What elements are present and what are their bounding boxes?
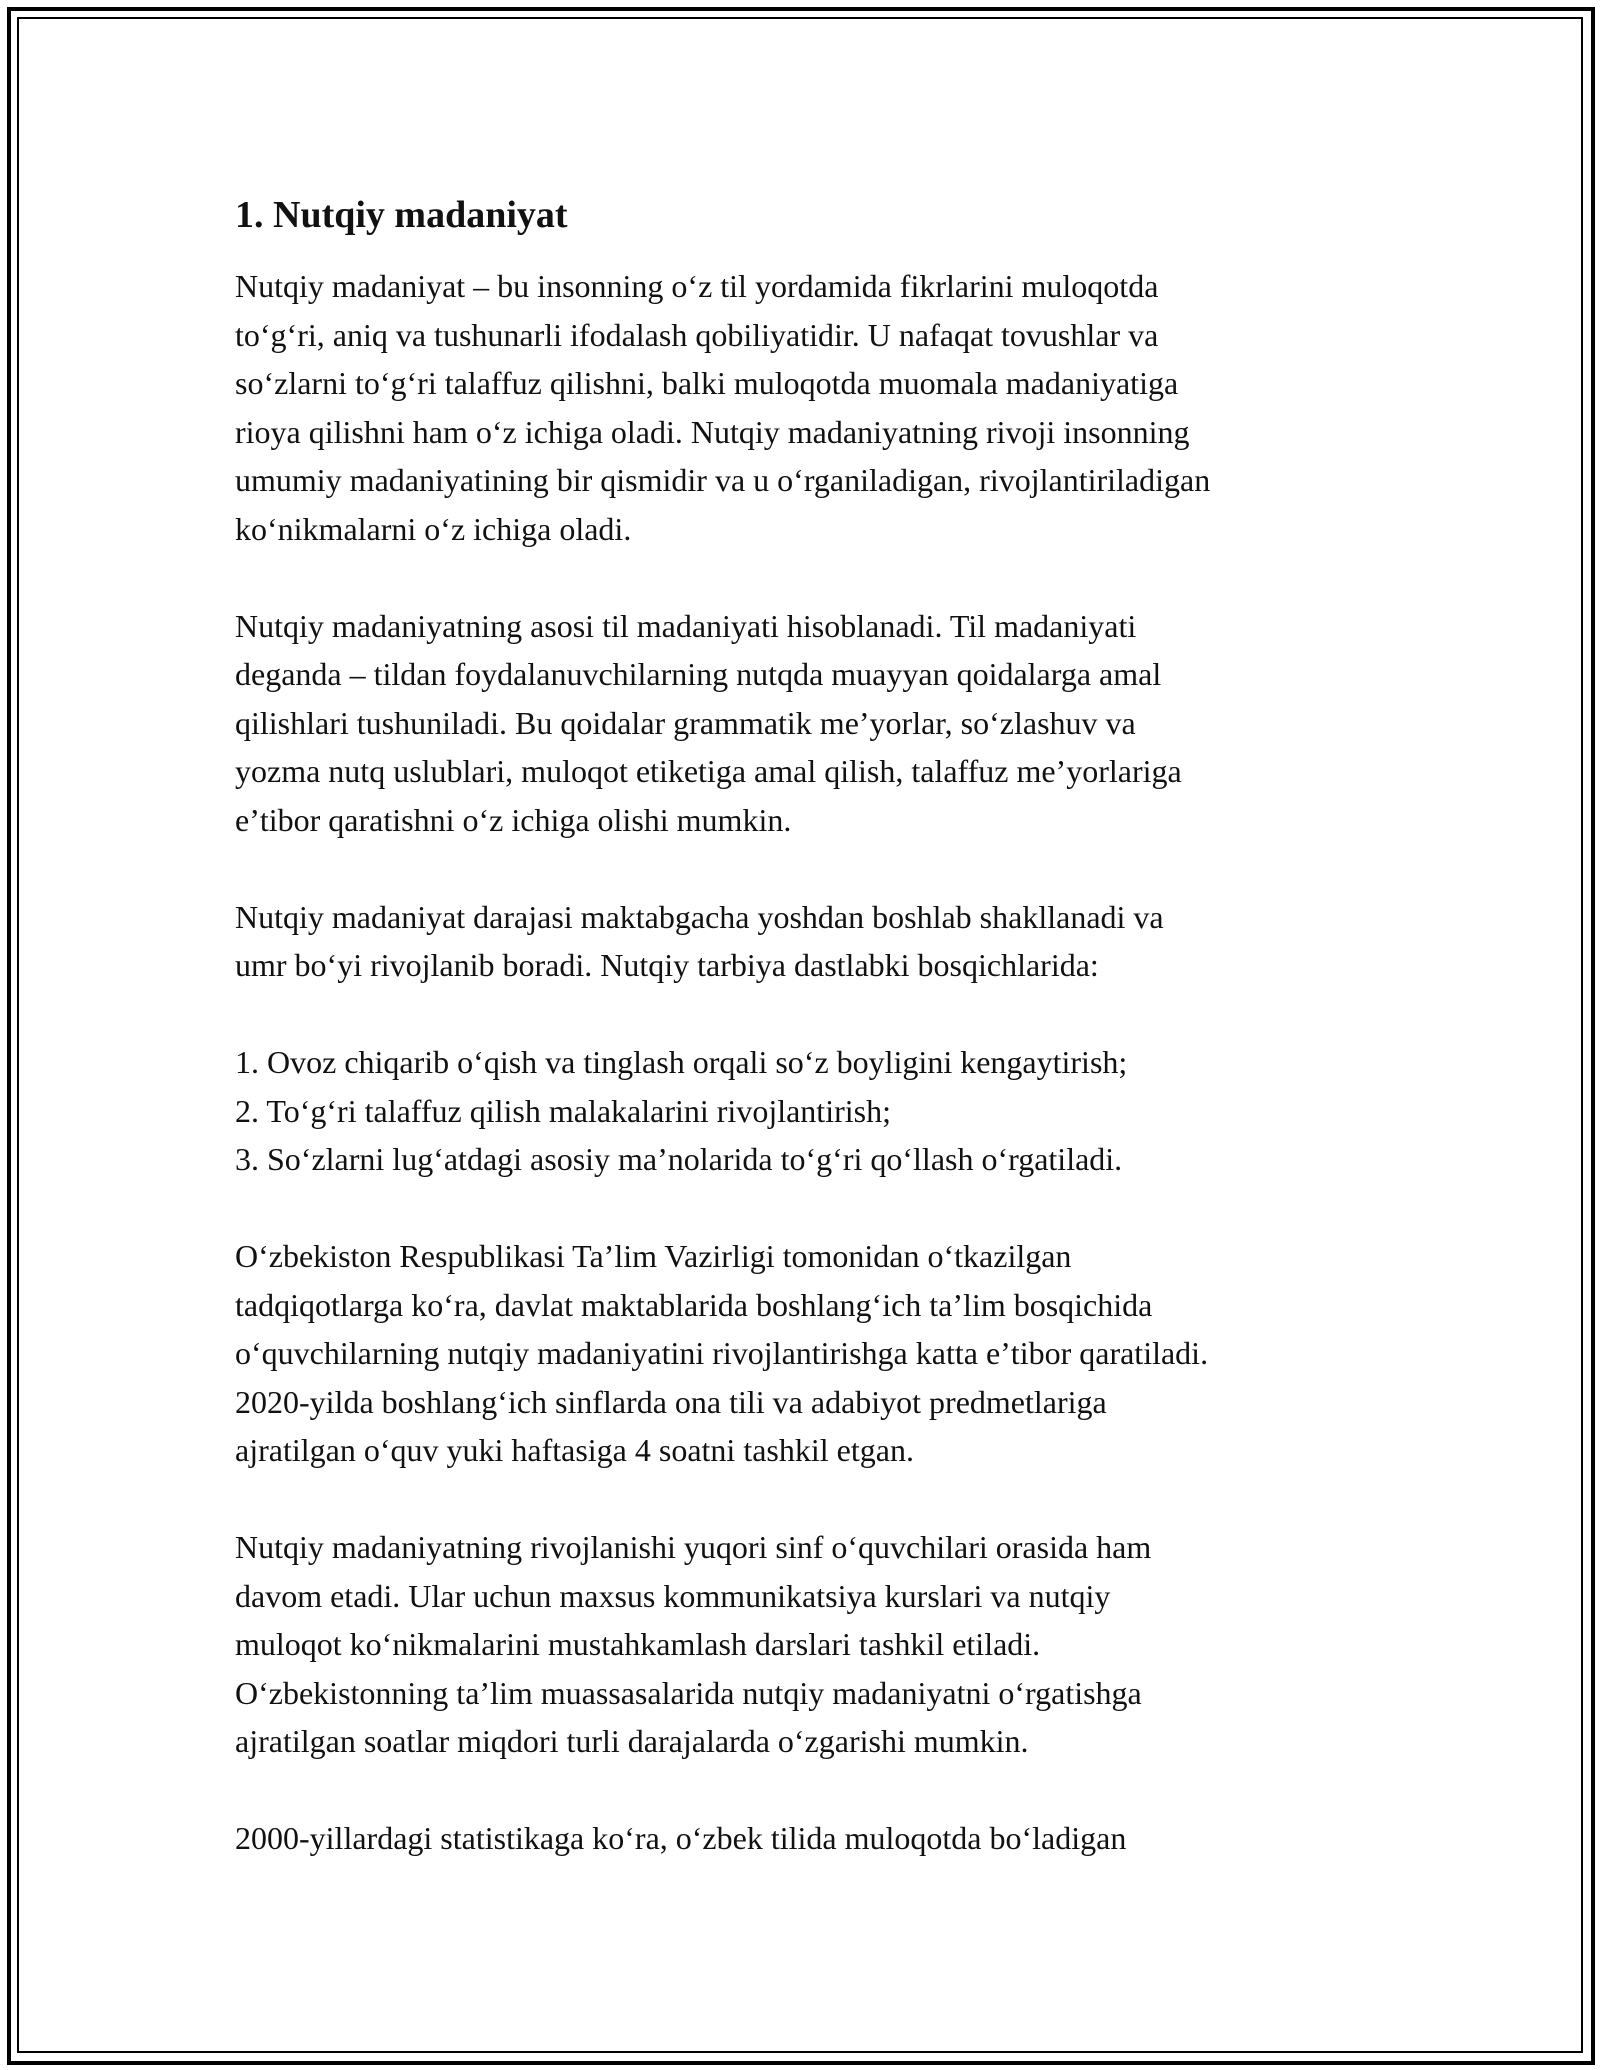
text-line: Oʻzbekistonning taʼlim muassasalarida nutqiy madaniyatni oʻrgatishga [235,1674,1142,1711]
text-line: Nutqiy madaniyatning rivojlanishi yuqori sinf oʻquvchilari orasida ham [235,1529,1152,1565]
text-line: toʻgʻri, aniq va tushunarli ifodalash qobiliyatidir. U nafaqat tovushlar va [235,316,1159,353]
text-line: rioya qilishni ham oʻz ichiga oladi. Nutqiy madaniyatning rivoji insonning [235,413,1190,450]
text-line: umr boʻyi rivojlanib boradi. Nutqiy tarbiya dastlabki bosqichlarida: [235,947,1099,983]
text-line: umumiy madaniyatining bir qismidir va u oʻrganiladigan, rivojlantiriladigan [235,462,1211,498]
text-line: Nutqiy madaniyatning asosi til madaniyati hisoblanadi. Til madaniyati [235,607,1137,644]
text-line: Nutqiy madaniyat darajasi maktabgacha yoshdan boshlab shakllanadi va [235,898,1164,935]
list-item: 2. Toʻgʻri talaffuz qilish malakalarini rivojlantirish; [235,1092,891,1129]
numbered-list [235,1038,1385,1184]
text-line: 2000-yillardagi statistikaga koʻra, oʻzbek tilida muloqotda boʻladigan [235,1820,1127,1856]
text-line: ajratilgan oʻquv yuki haftasiga 4 soatni tashkil etgan. [235,1432,914,1468]
text-line: Oʻzbekiston Respublikasi Taʼlim Vazirligi tomonidan oʻtkazilgan [235,1238,1072,1274]
text-line: koʻnikmalarni oʻz ichiga oladi. [235,510,632,547]
list-item: 1. Ovoz chiqarib oʻqish va tinglash orqali soʻz boyligini kengaytirish; [235,1044,1128,1080]
text-line: muloqot koʻnikmalarini mustahkamlash darslari tashkil etiladi. [235,1626,1041,1662]
text-line: qilishlari tushuniladi. Bu qoidalar grammatik meʼyorlar, soʻzlashuv va [235,704,1136,741]
list-item: 3. Soʻzlarni lugʻatdagi asosiy maʼnolarida toʻgʻri qoʻllash oʻrgatiladi. [235,1141,1123,1177]
paragraph-3 [235,893,1385,990]
text-line: ajratilgan soatlar miqdori turli darajalarda oʻzgarishi mumkin. [235,1723,1029,1759]
paragraph-5 [235,1523,1385,1766]
paragraph-1 [235,262,1385,553]
text-line: yozma nutq uslublari, muloqot etiketiga amal qilish, talaffuz meʼyorlariga [235,753,1182,789]
paragraph-2 [235,602,1385,845]
paragraph-4 [235,1232,1385,1475]
text-line: Nutqiy madaniyat – bu insonning oʻz til yordamida fikrlarini muloqotda [235,268,1159,304]
paragraph-6 [235,1814,1385,1863]
text-line: soʻzlarni toʻgʻri talaffuz qilishni, balki muloqotda muomala madaniyatiga [235,365,1179,401]
text-line: tadqiqotlarga koʻra, davlat maktablarida boshlangʻich taʼlim bosqichida [235,1286,1153,1323]
text-line: eʼtibor qaratishni oʻz ichiga olishi mumkin. [235,801,792,838]
text-line: deganda – tildan foydalanuvchilarning nutqda muayyan qoidalarga amal [235,656,1162,692]
document-body [235,188,1385,1911]
section-heading: 1. Nutqiy madaniyat [235,194,568,236]
text-line: 2020-yilda boshlangʻich sinflarda ona tili va adabiyot predmetlariga [235,1383,1107,1420]
text-line: davom etadi. Ular uchun maxsus kommunikatsiya kurslari va nutqiy [235,1577,1111,1614]
text-line: oʻquvchilarning nutqiy madaniyatini rivojlantirishga katta eʼtibor qaratiladi. [235,1335,1209,1371]
